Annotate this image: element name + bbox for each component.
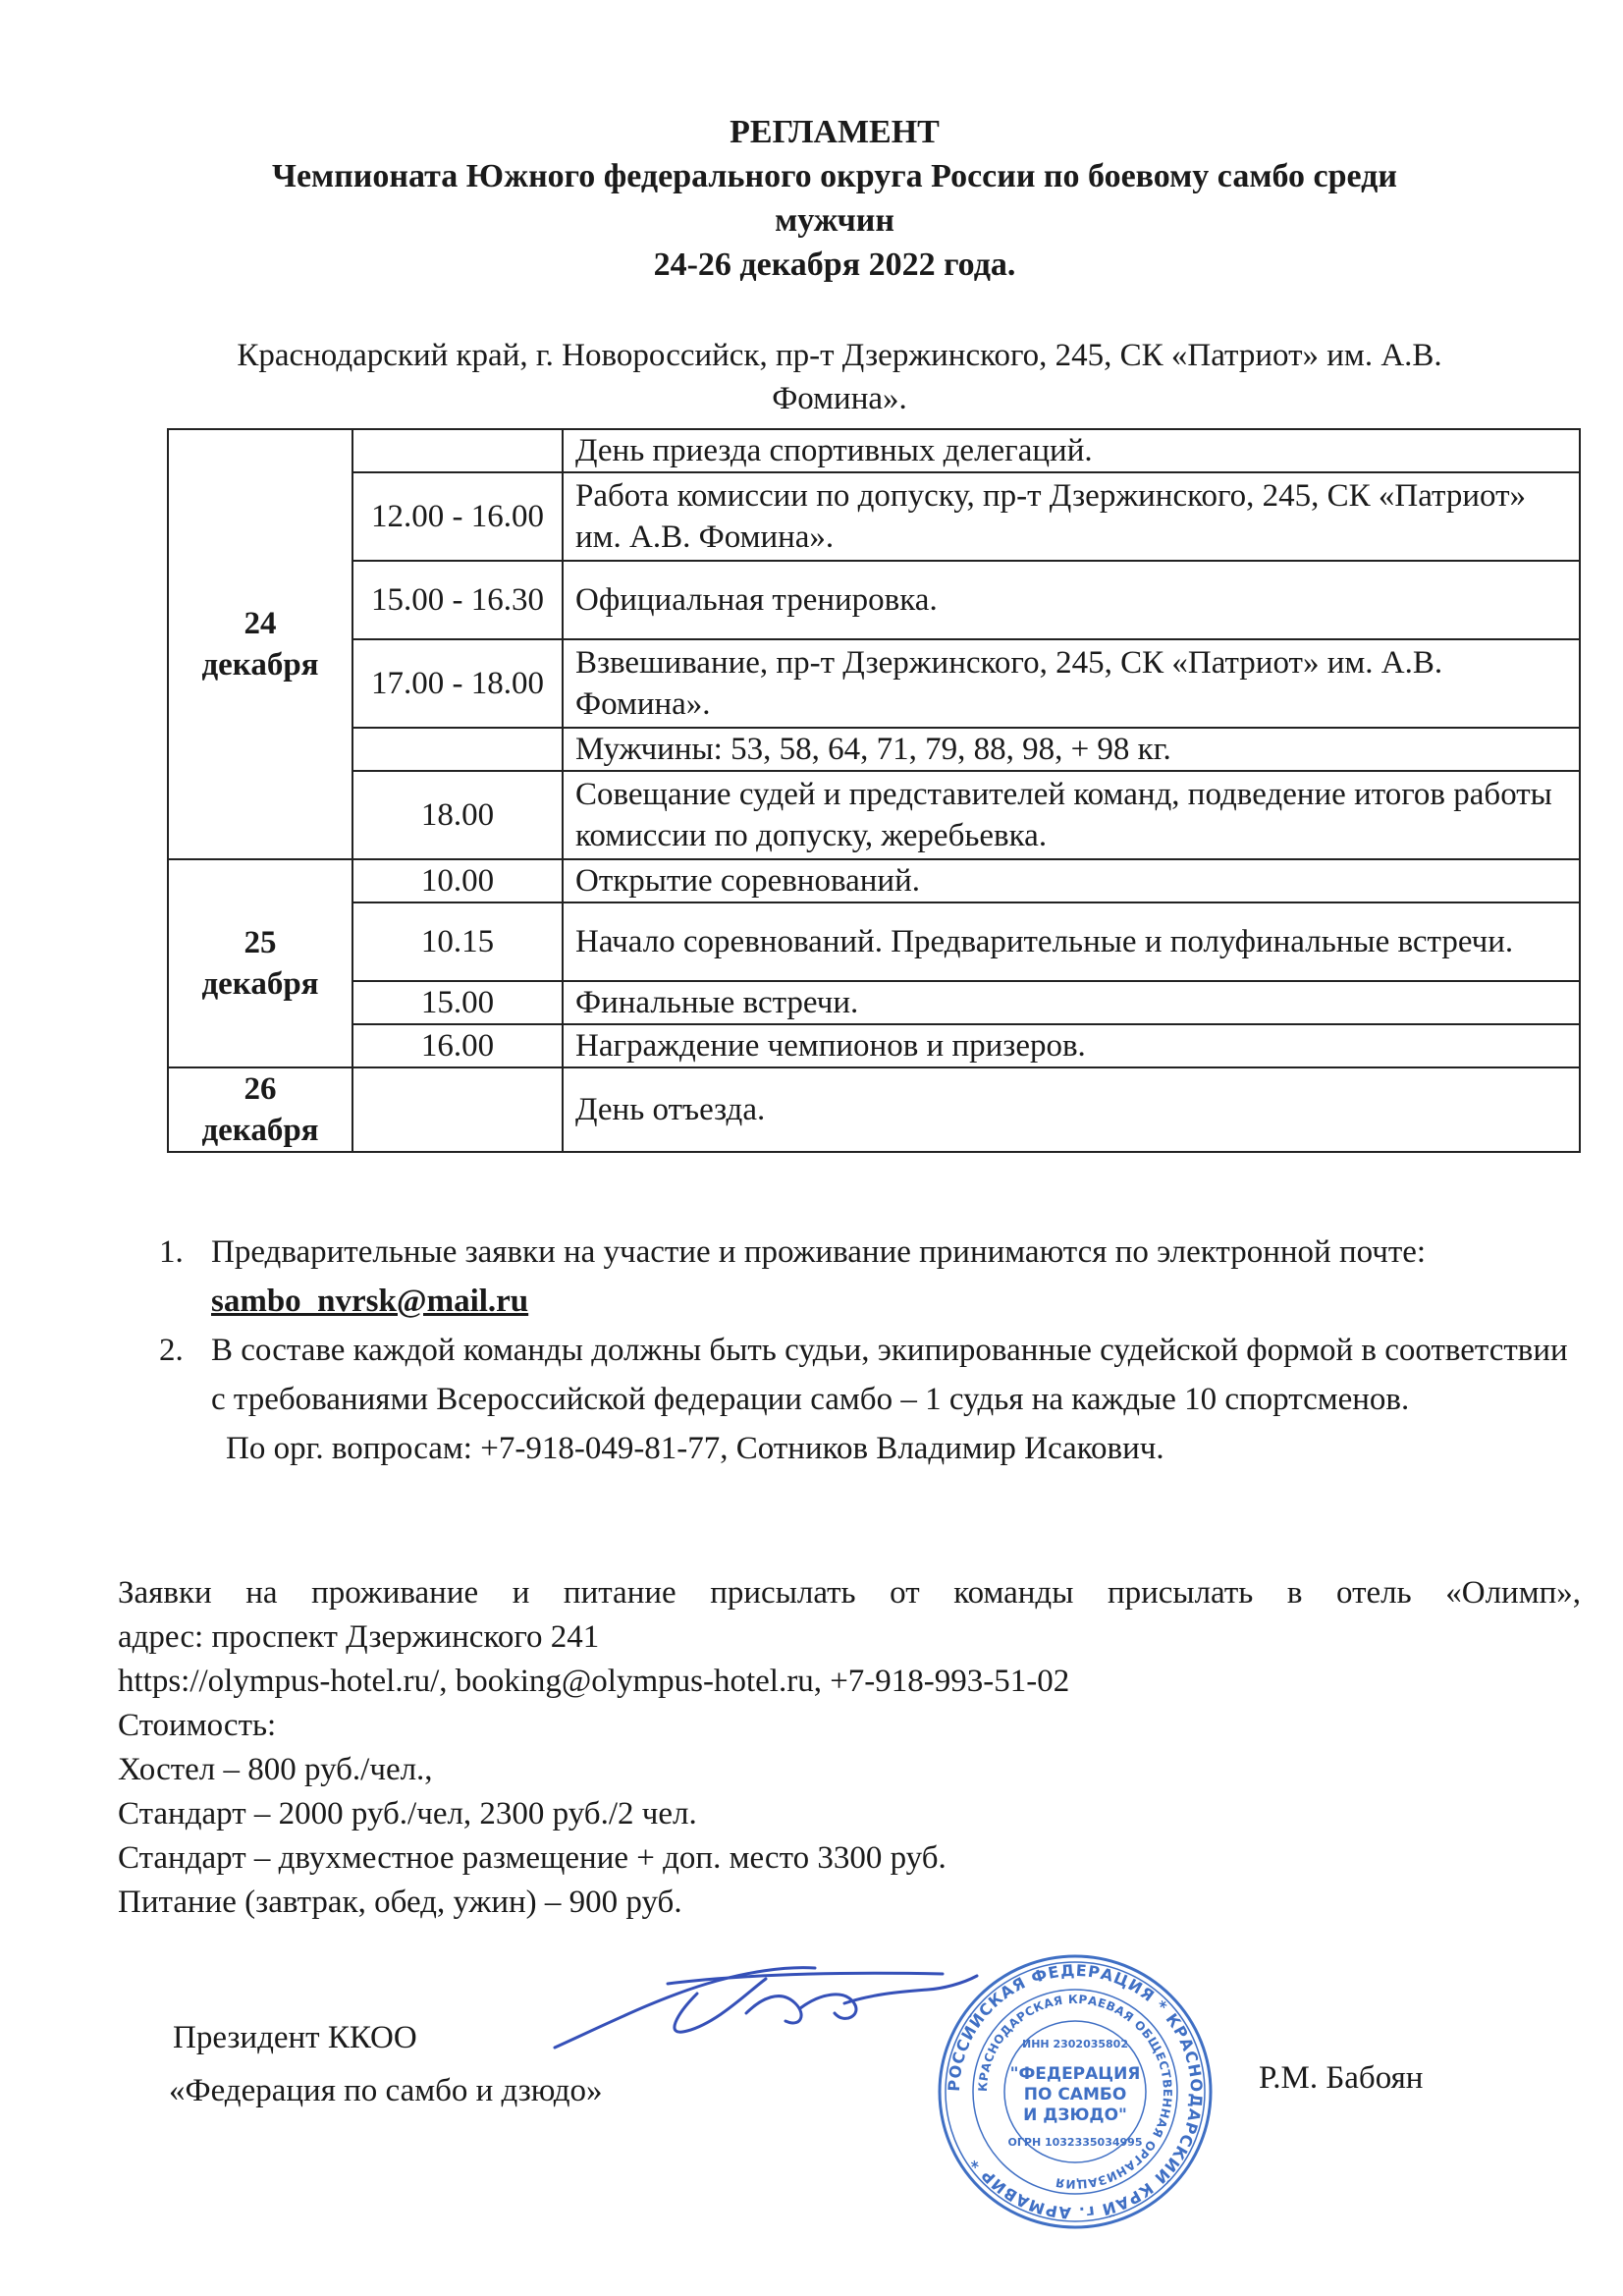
document-subtitle-line1: Чемпионата Южного федерального округа России по боевому самбо среди [272, 158, 1397, 194]
table-row [168, 429, 1580, 472]
table-row [168, 1067, 1580, 1152]
hotel-price-hostel: Хостел – 800 руб./чел., [118, 1752, 433, 1787]
note-item-1 [147, 1228, 1581, 1326]
event-cell: Мужчины: 53, 58, 64, 71, 79, 88, 98, + 98 кг. [563, 728, 1580, 771]
time-cell: 15.00 - 16.30 [352, 561, 563, 639]
event-cell: Совещание судей и представителей команд, подведение итогов работы комиссии по допуску, жеребьевка. [563, 771, 1580, 859]
table-row [168, 561, 1580, 639]
time-cell: 18.00 [352, 771, 563, 859]
hotel-price-standard-extra: Стандарт – двухместное размещение + доп. место 3300 руб. [118, 1840, 947, 1876]
time-cell: 10.00 [352, 859, 563, 902]
notes-list [147, 1228, 1581, 1473]
event-cell: День отъезда. [563, 1067, 1580, 1152]
day-cell-25 [168, 859, 352, 1067]
time-cell: 10.15 [352, 902, 563, 981]
day-cell-26 [168, 1067, 352, 1152]
time-cell: 17.00 - 18.00 [352, 639, 563, 728]
day-cell-24 [168, 429, 352, 859]
note-text: Предварительные заявки на участие и проживание принимаются по электронной почте: [211, 1234, 1427, 1270]
day-month: декабря [201, 966, 319, 1002]
hotel-contacts[interactable]: https://olympus-hotel.ru/, booking@olympus-hotel.ru, +7-918-993-51-02 [118, 1664, 1070, 1699]
event-cell: Официальная тренировка. [563, 561, 1580, 639]
signatory-position [169, 2011, 603, 2117]
table-row [168, 728, 1580, 771]
hotel-line-2: адрес: проспект Дзержинского 241 [118, 1619, 600, 1655]
schedule-table [167, 428, 1581, 1153]
stamp-ogrn: ОГРН 1032335034995 [1007, 2136, 1143, 2149]
event-cell: Открытие соревнований. [563, 859, 1580, 902]
signatory-name: Р.М. Бабоян [1259, 2060, 1424, 2096]
contact-line: По орг. вопросам: +7-918-049-81-77, Сотников Владимир Исакович. [226, 1431, 1164, 1466]
table-row [168, 981, 1580, 1024]
table-row [168, 1024, 1580, 1067]
stamp-inn: ИНН 2302035802 [1022, 2038, 1128, 2050]
table-row [168, 902, 1580, 981]
time-cell [352, 728, 563, 771]
time-cell: 15.00 [352, 981, 563, 1024]
venue-address [108, 334, 1571, 420]
table-row [168, 472, 1580, 561]
stamp-center-line3: И ДЗЮДО" [1023, 2105, 1127, 2125]
stamp-center-line1: "ФЕДЕРАЦИЯ [1009, 2064, 1141, 2084]
table-row [168, 859, 1580, 902]
event-cell: Работа комиссии по допуску, пр-т Дзержинского, 245, СК «Патриот» им. А.В. Фомина». [563, 472, 1580, 561]
hotel-line-1: Заявки на проживание и питание присылать от команды присылать в отель «Олимп», [118, 1575, 1581, 1611]
day-number: 26 [243, 1071, 277, 1107]
signatory-organization: «Федерация по самбо и дзюдо» [169, 2073, 603, 2108]
venue-address-line2: Фомина». [772, 381, 907, 416]
signatory-title: Президент ККОО [173, 2020, 417, 2055]
stamp-center-line2: ПО САМБО [1023, 2085, 1127, 2105]
time-cell: 12.00 - 16.00 [352, 472, 563, 561]
organization-stamp [933, 1949, 1217, 2234]
day-month: декабря [201, 647, 319, 683]
event-cell: Награждение чемпионов и призеров. [563, 1024, 1580, 1067]
stamp-inner-text: КРАСНОДАРСКАЯ КРАЕВАЯ ОБЩЕСТВЕННАЯ ОРГАНИЗАЦИЯ [975, 1992, 1175, 2192]
hotel-price-meals: Питание (завтрак, обед, ужин) – 900 руб. [118, 1885, 682, 1920]
hotel-price-standard: Стандарт – 2000 руб./чел, 2300 руб./2 чел. [118, 1796, 697, 1831]
event-cell: Финальные встречи. [563, 981, 1580, 1024]
event-cell: Взвешивание, пр-т Дзержинского, 245, СК «Патриот» им. А.В. Фомина». [563, 639, 1580, 728]
day-number: 25 [243, 925, 277, 960]
hotel-cost-heading: Стоимость: [118, 1708, 277, 1743]
document-title: РЕГЛАМЕНТ [730, 114, 940, 150]
time-cell [352, 1067, 563, 1152]
note-number: 2. [159, 1333, 184, 1368]
document-header [118, 110, 1551, 287]
note-item-2 [147, 1326, 1581, 1424]
event-cell: День приезда спортивных делегаций. [563, 429, 1580, 472]
event-cell: Начало соревнований. Предварительные и полуфинальные встречи. [563, 902, 1580, 981]
time-cell: 16.00 [352, 1024, 563, 1067]
note-text: В составе каждой команды должны быть судьи, экипированные судейской формой в соответствии с требованиями Всероссийской федерации самбо – 1 судья на каждые 10 спортсменов. [211, 1333, 1568, 1417]
day-month: декабря [201, 1113, 319, 1148]
handwritten-signature [550, 1954, 982, 2062]
note-number: 1. [159, 1234, 184, 1270]
time-cell [352, 429, 563, 472]
day-number: 24 [243, 606, 277, 641]
table-row [168, 771, 1580, 859]
document-subtitle-line2: мужчин [775, 202, 894, 239]
hotel-info [118, 1571, 1581, 1925]
table-row [168, 639, 1580, 728]
stamp-outer-text: РОССИЙСКАЯ ФЕДЕРАЦИЯ * КРАСНОДАРСКИЙ КРАЙ г. АРМАВИР * [944, 1960, 1207, 2223]
email-link[interactable]: sambo_nvrsk@mail.ru [211, 1284, 529, 1319]
document-dates: 24-26 декабря 2022 года. [653, 246, 1016, 283]
venue-address-line1: Краснодарский край, г. Новороссийск, пр-т Дзержинского, 245, СК «Патриот» им. А.В. [237, 338, 1442, 373]
